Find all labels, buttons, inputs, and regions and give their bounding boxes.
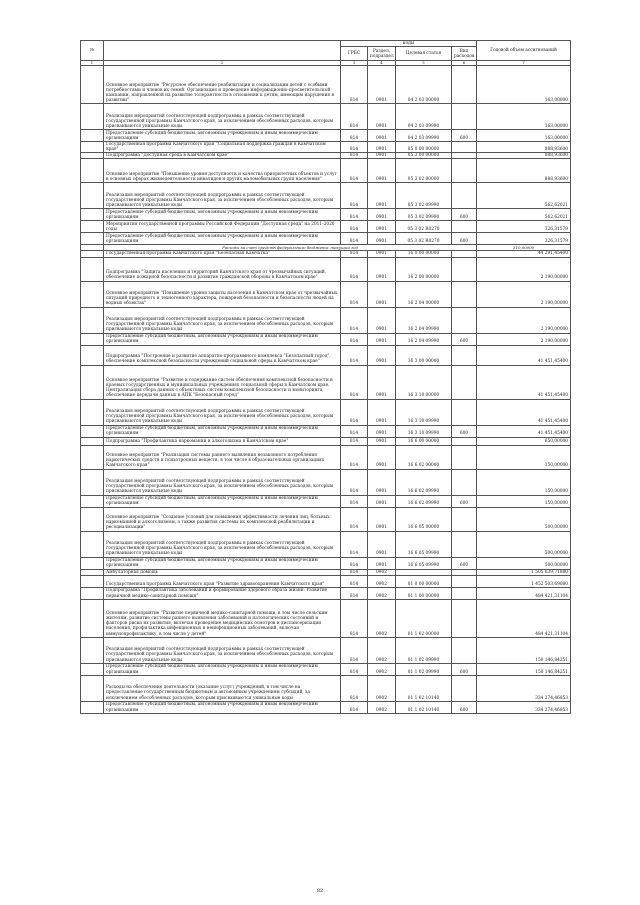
header-no: № (81, 41, 104, 61)
name-cell: Предоставление субсидий бюджетным, автономным учреждениям и иным некоммерческим организациям (104, 333, 341, 345)
amount-cell: 150 146,84251 (477, 663, 571, 675)
grbs-cell: 814 (341, 507, 368, 531)
name-cell: Реализация мероприятий соответствующей подпрограммы в рамках соответствующей государственной программы Камчатского края, за исключением обособленных расходов, которым присваиваются уникальные коды (104, 399, 341, 425)
razdel-cell: 0901 (368, 153, 396, 159)
target-article-cell: 16 6 05 09990 (396, 531, 452, 557)
grbs-cell: 814 (341, 495, 368, 507)
amount-cell: 334 274,46853 (477, 675, 571, 701)
razdel-cell: 0901 (368, 469, 396, 495)
name-cell: Реализация мероприятий соответствующей подпрограммы в рамках соответствующей государственной программы Камчатского края, за исключением обособленных расходов, которым присваиваются уникальные коды (104, 183, 341, 209)
expense-type-cell (452, 257, 477, 281)
header-amount: Годовой объем ассигнований (477, 41, 571, 61)
amount-cell: 150,00000 (477, 469, 571, 495)
amount-cell: 888,93600 (477, 142, 571, 153)
grbs-cell: 814 (341, 233, 368, 245)
amount-cell: 310,00000 (477, 245, 571, 251)
amount-cell: 41 451,45400 (477, 399, 571, 425)
grbs-cell: 814 (341, 663, 368, 675)
amount-cell: 150,00000 (477, 445, 571, 469)
name-cell: Расходы на обеспечение деятельности (оказание услуг) учреждений, в том числе на предоставление государственным бюджетным и автономным учреждениям субсидий, за исключением обособленных расходов, которым присваиваются уникальные коды (104, 675, 341, 701)
target-article-cell: 16 2 00 00000 (396, 257, 452, 281)
expense-type-cell (452, 307, 477, 333)
expense-type-cell (452, 142, 477, 153)
target-article-cell: 16 0 00 00000 (396, 251, 452, 257)
name-cell: Реализация мероприятий соответствующей подпрограммы в рамках соответствующей государственной программы Камчатского края, за исключением обособленных расходов, которым присваиваются уникальные коды (104, 469, 341, 495)
grbs-cell: 814 (341, 221, 368, 233)
grbs-cell: 814 (341, 281, 368, 307)
name-cell: Государственная программа Камчатского края "Безопасная Камчатка" (104, 251, 341, 257)
expense-type-cell (452, 104, 477, 130)
table-row (81, 221, 571, 233)
amount-cell: 41 451,45400 (477, 425, 571, 437)
expense-type-cell (452, 637, 477, 663)
expense-type-cell (452, 66, 477, 104)
row-number-cell (81, 663, 104, 675)
table-row (81, 587, 571, 599)
name-cell: Основное мероприятие "Создание условий для повышения эффективности лечения лиц, больных наркоманией и алкоголизмом, а также развития системы их комплексной реабилитации и ресоциализации" (104, 507, 341, 531)
header-razdel: Раздел, подраздел (368, 47, 396, 61)
column-number: 5 (396, 61, 452, 66)
amount-cell: 41 451,45400 (477, 365, 571, 399)
amount-cell: 562,62021 (477, 209, 571, 221)
razdel-cell: 0901 (368, 130, 396, 142)
amount-cell: 484 421,31104 (477, 599, 571, 637)
table-row (81, 531, 571, 557)
table-row (81, 307, 571, 333)
grbs-cell: 814 (341, 159, 368, 183)
grbs-cell: 814 (341, 142, 368, 153)
grbs-cell: 814 (341, 425, 368, 437)
name-cell: Предоставление субсидий бюджетным, автономным учреждениям и иным некоммерческим организациям (104, 701, 341, 713)
grbs-cell: 814 (341, 445, 368, 469)
grbs-cell: 814 (341, 587, 368, 599)
name-cell: Государственная программа Камчатского края "Развитие здравоохранения Камчатского края" (104, 575, 341, 587)
table-row (81, 183, 571, 209)
expense-type-cell: 600 (452, 209, 477, 221)
row-number-cell (81, 675, 104, 701)
razdel-cell: 0901 (368, 425, 396, 437)
name-cell: Основное мероприятие "Повышение уровня защиты населения в Камчатском крае от чрезвычайных ситуаций природного и техногенного характера, пожарной безопасности и безопасности людей на водных объектах" (104, 281, 341, 307)
razdel-cell: 0901 (368, 142, 396, 153)
razdel-cell: 0901 (368, 221, 396, 233)
razdel-cell: 0902 (368, 587, 396, 599)
row-number-cell (81, 307, 104, 333)
razdel-cell: 0902 (368, 575, 396, 587)
table-row (81, 557, 571, 569)
table-row (81, 425, 571, 437)
grbs-cell: 814 (341, 399, 368, 425)
target-article-cell: 16 6 00 00000 (396, 437, 452, 445)
target-article-cell: 05 0 00 00000 (396, 142, 452, 153)
grbs-cell: 814 (341, 66, 368, 104)
grbs-cell: 814 (341, 345, 368, 365)
expense-type-cell (452, 445, 477, 469)
grbs-cell: 814 (341, 257, 368, 281)
target-article-cell: 16 6 02 00000 (396, 445, 452, 469)
name-cell: Основное мероприятие "Развитие первичной медико-санитарной помощи, в том числе сельским жителям, развитие системы раннего выявления заболеваний и патологических состояний и факторов риска их развития, включая проведение медицинских осмотров и диспансеризации населения, профилактика инфекционных и неинфекционных заболеваний, включая иммунопрофилактику, в том числе у детей" (104, 599, 341, 637)
expense-type-cell (452, 437, 477, 445)
column-number: 2 (104, 61, 341, 66)
table-row (81, 142, 571, 153)
grbs-cell: 814 (341, 675, 368, 701)
table-row (81, 507, 571, 531)
expense-type-cell: 600 (452, 425, 477, 437)
amount-cell: 500,00000 (477, 531, 571, 557)
name-cell: Предоставление субсидий бюджетным, автономным учреждениям и иным некоммерческим организациям (104, 130, 341, 142)
header-name (104, 41, 341, 61)
expense-type-cell (452, 587, 477, 599)
amount-cell: 2 190,00000 (477, 257, 571, 281)
row-number-cell (81, 183, 104, 209)
amount-cell: 562,62021 (477, 183, 571, 209)
razdel-cell: 0902 (368, 637, 396, 663)
razdel-cell: 0901 (368, 307, 396, 333)
table-row (81, 675, 571, 701)
name-cell: Подпрограмма "Профилактика заболеваний и формирование здорового образа жизни. Развитие первичной медико-санитарной помощи" (104, 587, 341, 599)
row-number-cell (81, 209, 104, 221)
expense-type-cell (452, 183, 477, 209)
row-number-cell (81, 637, 104, 663)
table-header (81, 41, 571, 66)
name-cell: Реализация мероприятий соответствующей подпрограммы в рамках соответствующей государственной программы Камчатского края, за исключением обособленных расходов, которым присваиваются уникальные коды (104, 307, 341, 333)
name-cell: Подпрограмма "Профилактика наркомании и алкоголизма в Камчатском крае" (104, 437, 341, 445)
table-row (81, 637, 571, 663)
expense-type-cell (452, 399, 477, 425)
razdel-cell: 0901 (368, 66, 396, 104)
target-article-cell: 05 3 02 00000 (396, 159, 452, 183)
expense-type-cell (452, 365, 477, 399)
target-article-cell: 04 2 03 09990 (396, 130, 452, 142)
razdel-cell: 0901 (368, 399, 396, 425)
row-number-cell (81, 557, 104, 569)
header-codes: коды (341, 41, 477, 47)
name-cell: Предоставление субсидий бюджетным, автономным учреждениям и иным некоммерческим организациям (104, 663, 341, 675)
table-row (81, 445, 571, 469)
target-article-cell: 05 3 02 09990 (396, 209, 452, 221)
table-row (81, 701, 571, 713)
row-number-cell (81, 507, 104, 531)
expense-type-cell (452, 531, 477, 557)
razdel-cell: 0901 (368, 445, 396, 469)
grbs-cell: 814 (341, 701, 368, 713)
target-article-cell: 01 1 02 09990 (396, 663, 452, 675)
target-article-cell: 05 3 02 09990 (396, 183, 452, 209)
razdel-cell: 0901 (368, 365, 396, 399)
amount-cell: 163,00000 (477, 130, 571, 142)
razdel-cell: 0902 (368, 599, 396, 637)
razdel-cell: 0902 (368, 675, 396, 701)
grbs-cell: 814 (341, 637, 368, 663)
table-row (81, 333, 571, 345)
header-target: Целевая статья (396, 47, 452, 61)
expense-type-cell (452, 599, 477, 637)
grbs-cell: 814 (341, 437, 368, 445)
name-cell: Предоставление субсидий бюджетным, автономным учреждениям и иным некоммерческим организациям (104, 495, 341, 507)
name-cell: Основное мероприятие "Ресурсное обеспечение реабилитации и социализации детей с особыми потребностями и членов их семей. Организация и проведение информационно-просветительской кампании, направленной на развитие толерантности в отношении к детям, имеющим нарушения в развитии" (104, 66, 341, 104)
name-cell: Подпрограмма "Построение и развитие аппаратно-программного комплекса "Безопасный город", обеспечение комплексной безопасности учреждений социальной сферы в Камчатском крае" (104, 345, 341, 365)
row-number-cell (81, 104, 104, 130)
row-number-cell (81, 445, 104, 469)
expense-type-cell (452, 469, 477, 495)
grbs-cell: 814 (341, 557, 368, 569)
name-cell: Подпрограмма "Доступная среда в Камчатском крае" (104, 153, 341, 159)
target-article-cell: 04 2 03 00000 (396, 66, 452, 104)
name-cell: Реализация мероприятий соответствующей подпрограммы в рамках соответствующей государственной программы Камчатского края, за исключением обособленных расходов, которым присваиваются уникальные коды (104, 104, 341, 130)
table-row (81, 130, 571, 142)
grbs-cell: 814 (341, 469, 368, 495)
target-article-cell: 01 1 02 00000 (396, 599, 452, 637)
row-number-cell (81, 701, 104, 713)
column-number: 1 (81, 61, 104, 66)
target-article-cell: 05 3 02 R0270 (396, 233, 452, 245)
row-number-cell (81, 130, 104, 142)
target-article-cell: 01 1 00 00000 (396, 587, 452, 599)
amount-cell: 888,93600 (477, 159, 571, 183)
row-number-cell (81, 345, 104, 365)
target-article-cell: 01 1 02 09990 (396, 637, 452, 663)
row-number-cell (81, 142, 104, 153)
amount-cell: 2 190,00000 (477, 281, 571, 307)
table-row (81, 66, 571, 104)
target-article-cell: 04 2 03 09990 (396, 104, 452, 130)
row-number-cell (81, 469, 104, 495)
target-article-cell: 16 2 04 00000 (396, 281, 452, 307)
table-row (81, 281, 571, 307)
razdel-cell: 0901 (368, 333, 396, 345)
table-row (81, 663, 571, 675)
row-number-cell (81, 159, 104, 183)
razdel-cell: 0901 (368, 437, 396, 445)
budget-table-sheet (80, 40, 570, 714)
page-number: 82 (316, 888, 324, 894)
header-grbs: ГРБС (341, 47, 368, 61)
expense-type-cell (452, 345, 477, 365)
table-row (81, 104, 571, 130)
amount-cell: 334 274,46853 (477, 701, 571, 713)
table-row (81, 437, 571, 445)
name-cell: Амбулаторная помощь (104, 569, 341, 575)
expense-type-cell (452, 675, 477, 701)
amount-cell: 150 146,84251 (477, 637, 571, 663)
razdel-cell: 0901 (368, 233, 396, 245)
amount-cell: 2 190,00000 (477, 333, 571, 345)
amount-cell: 163,00000 (477, 66, 571, 104)
column-number: 7 (477, 61, 571, 66)
target-article-cell: 05 3 02 R0270 (396, 221, 452, 233)
row-number-cell (81, 575, 104, 587)
amount-cell: 150,00000 (477, 495, 571, 507)
grbs-cell: 814 (341, 333, 368, 345)
name-cell: Реализация мероприятий соответствующей подпрограммы в рамках соответствующей государственной программы Камчатского края, за исключением обособленных расходов, которым присваиваются уникальные коды (104, 531, 341, 557)
column-number: 3 (341, 61, 368, 66)
name-cell: Основное мероприятие "Реализация системы раннего выявления незаконного потребления наркотических средств и психотропных веществ, в том числе в образовательных организациях Камчатского края" (104, 445, 341, 469)
name-cell: Основное мероприятие "Повышение уровня доступности и качества приоритетных объектов и услуг в основных сферах жизнедеятельности инвалидов и других маломобильных групп населения" (104, 159, 341, 183)
grbs-cell: 814 (341, 575, 368, 587)
table-body (81, 66, 571, 714)
amount-cell: 44 291,45400 (477, 251, 571, 257)
razdel-cell: 0902 (368, 701, 396, 713)
name-cell: Реализация мероприятий соответствующей подпрограммы в рамках соответствующей государственной программы Камчатского края, за исключением обособленных расходов, которым присваиваются уникальные коды (104, 637, 341, 663)
amount-cell: 500,00000 (477, 507, 571, 531)
row-number-cell (81, 281, 104, 307)
target-article-cell: 16 2 04 09990 (396, 307, 452, 333)
column-number: 6 (452, 61, 477, 66)
row-number-cell (81, 257, 104, 281)
grbs-cell: 814 (341, 183, 368, 209)
amount-cell: 484 421,31104 (477, 587, 571, 599)
expense-type-cell (452, 281, 477, 307)
amount-cell: 888,93600 (477, 153, 571, 159)
table-row (81, 399, 571, 425)
razdel-cell: 0901 (368, 531, 396, 557)
target-article-cell: 16 6 05 00000 (396, 507, 452, 531)
note-cell: Расходы за счет средств федерального бюджета: текущий год (104, 245, 477, 251)
razdel-cell: 0901 (368, 209, 396, 221)
expense-type-cell: 600 (452, 663, 477, 675)
amount-cell: 163,00000 (477, 104, 571, 130)
expense-type-cell (452, 575, 477, 587)
razdel-cell: 0901 (368, 495, 396, 507)
grbs-cell: 814 (341, 153, 368, 159)
row-number-cell (81, 531, 104, 557)
name-cell: Государственная программа Камчатского края "Социальная поддержка граждан в Камчатском крае" (104, 142, 341, 153)
row-number-cell (81, 599, 104, 637)
razdel-cell: 0901 (368, 183, 396, 209)
expense-type-cell: 600 (452, 130, 477, 142)
table-row (81, 495, 571, 507)
razdel-cell: 0902 (368, 663, 396, 675)
target-article-cell: 16 3 00 00000 (396, 345, 452, 365)
razdel-cell: 0901 (368, 281, 396, 307)
target-article-cell: 01 1 02 10140 (396, 675, 452, 701)
expense-type-cell (452, 221, 477, 233)
table-row (81, 469, 571, 495)
amount-cell: 326,31579 (477, 221, 571, 233)
name-cell: Предоставление субсидий бюджетным, автономным учреждениям и иным некоммерческим организациям (104, 557, 341, 569)
column-number: 4 (368, 61, 396, 66)
expense-type-cell: 600 (452, 333, 477, 345)
table-row (81, 345, 571, 365)
target-article-cell: 16 6 02 09990 (396, 495, 452, 507)
row-number-cell (81, 425, 104, 437)
razdel-cell: 0901 (368, 104, 396, 130)
grbs-cell: 814 (341, 569, 368, 575)
target-article-cell: 16 6 02 09990 (396, 469, 452, 495)
amount-cell: 2 190,00000 (477, 307, 571, 333)
grbs-cell: 814 (341, 104, 368, 130)
table-row (81, 575, 571, 587)
amount-cell: 500,00000 (477, 557, 571, 569)
target-article-cell: 01 0 00 00000 (396, 575, 452, 587)
row-number-cell (81, 365, 104, 399)
name-cell: Предоставление субсидий бюджетным, автономным учреждениям и иным некоммерческим организациям (104, 209, 341, 221)
table-row (81, 599, 571, 637)
grbs-cell: 814 (341, 307, 368, 333)
grbs-cell: 814 (341, 599, 368, 637)
name-cell: Предоставление субсидий бюджетным, автономным учреждениям и иным некоммерческим организациям (104, 233, 341, 245)
amount-cell: 326,31579 (477, 233, 571, 245)
table-row (81, 365, 571, 399)
target-article-cell: 16 3 10 09990 (396, 425, 452, 437)
expense-type-cell (452, 159, 477, 183)
row-number-cell (81, 437, 104, 445)
amount-cell: 1 452 503,69080 (477, 575, 571, 587)
target-article-cell: 16 3 10 09990 (396, 399, 452, 425)
grbs-cell: 814 (341, 209, 368, 221)
expense-type-cell: 600 (452, 495, 477, 507)
budget-table (80, 40, 571, 714)
table-row (81, 257, 571, 281)
razdel-cell: 0901 (368, 557, 396, 569)
name-cell: Основное мероприятие "Развитие и содержание систем обеспечения комплексной безопасности в краевых государственных и муниципальных учреждениях социальной сферы в Камчатском крае. Централизация сбора данных с объектовых систем комплексной безопасности и мониторинга, обеспечение передачи данных в АПК "Безопасный город" (104, 365, 341, 399)
razdel-cell: 0901 (368, 159, 396, 183)
table-row (81, 159, 571, 183)
row-number-cell (81, 66, 104, 104)
expense-type-cell: 600 (452, 557, 477, 569)
razdel-cell: 0902 (368, 569, 396, 575)
row-number-cell (81, 233, 104, 245)
target-article-cell: 16 3 10 00000 (396, 365, 452, 399)
amount-cell: 1 505 639,71880 (477, 569, 571, 575)
amount-cell: 650,00000 (477, 437, 571, 445)
target-article-cell: 16 2 04 09990 (396, 333, 452, 345)
expense-type-cell (452, 507, 477, 531)
header-expense-type: Вид расходов (452, 47, 477, 61)
razdel-cell: 0901 (368, 507, 396, 531)
target-article-cell: 01 1 02 10140 (396, 701, 452, 713)
grbs-cell: 814 (341, 531, 368, 557)
expense-type-cell: 600 (452, 701, 477, 713)
row-number-cell (81, 495, 104, 507)
name-cell: Предоставление субсидий бюджетным, автономным учреждениям и иным некоммерческим организациям (104, 425, 341, 437)
expense-type-cell: 600 (452, 233, 477, 245)
name-cell: Подпрограмма "Защита населения и территорий Камчатского края от чрезвычайных ситуаций, обеспечение пожарной безопасности и развитие гражданской обороны в Камчатском крае" (104, 257, 341, 281)
row-number-cell (81, 333, 104, 345)
amount-cell: 41 451,45400 (477, 345, 571, 365)
grbs-cell: 814 (341, 130, 368, 142)
row-number-cell (81, 221, 104, 233)
table-row (81, 233, 571, 245)
row-number-cell (81, 399, 104, 425)
target-article-cell: 05 3 00 00000 (396, 153, 452, 159)
row-number-cell (81, 587, 104, 599)
razdel-cell: 0901 (368, 345, 396, 365)
table-row (81, 209, 571, 221)
target-article-cell: 16 6 05 09990 (396, 557, 452, 569)
grbs-cell: 814 (341, 251, 368, 257)
grbs-cell: 814 (341, 365, 368, 399)
name-cell: Мероприятия государственной программы Российской Федерации "Доступная среда" на 2011-2020 годы (104, 221, 341, 233)
razdel-cell: 0901 (368, 251, 396, 257)
razdel-cell: 0901 (368, 257, 396, 281)
